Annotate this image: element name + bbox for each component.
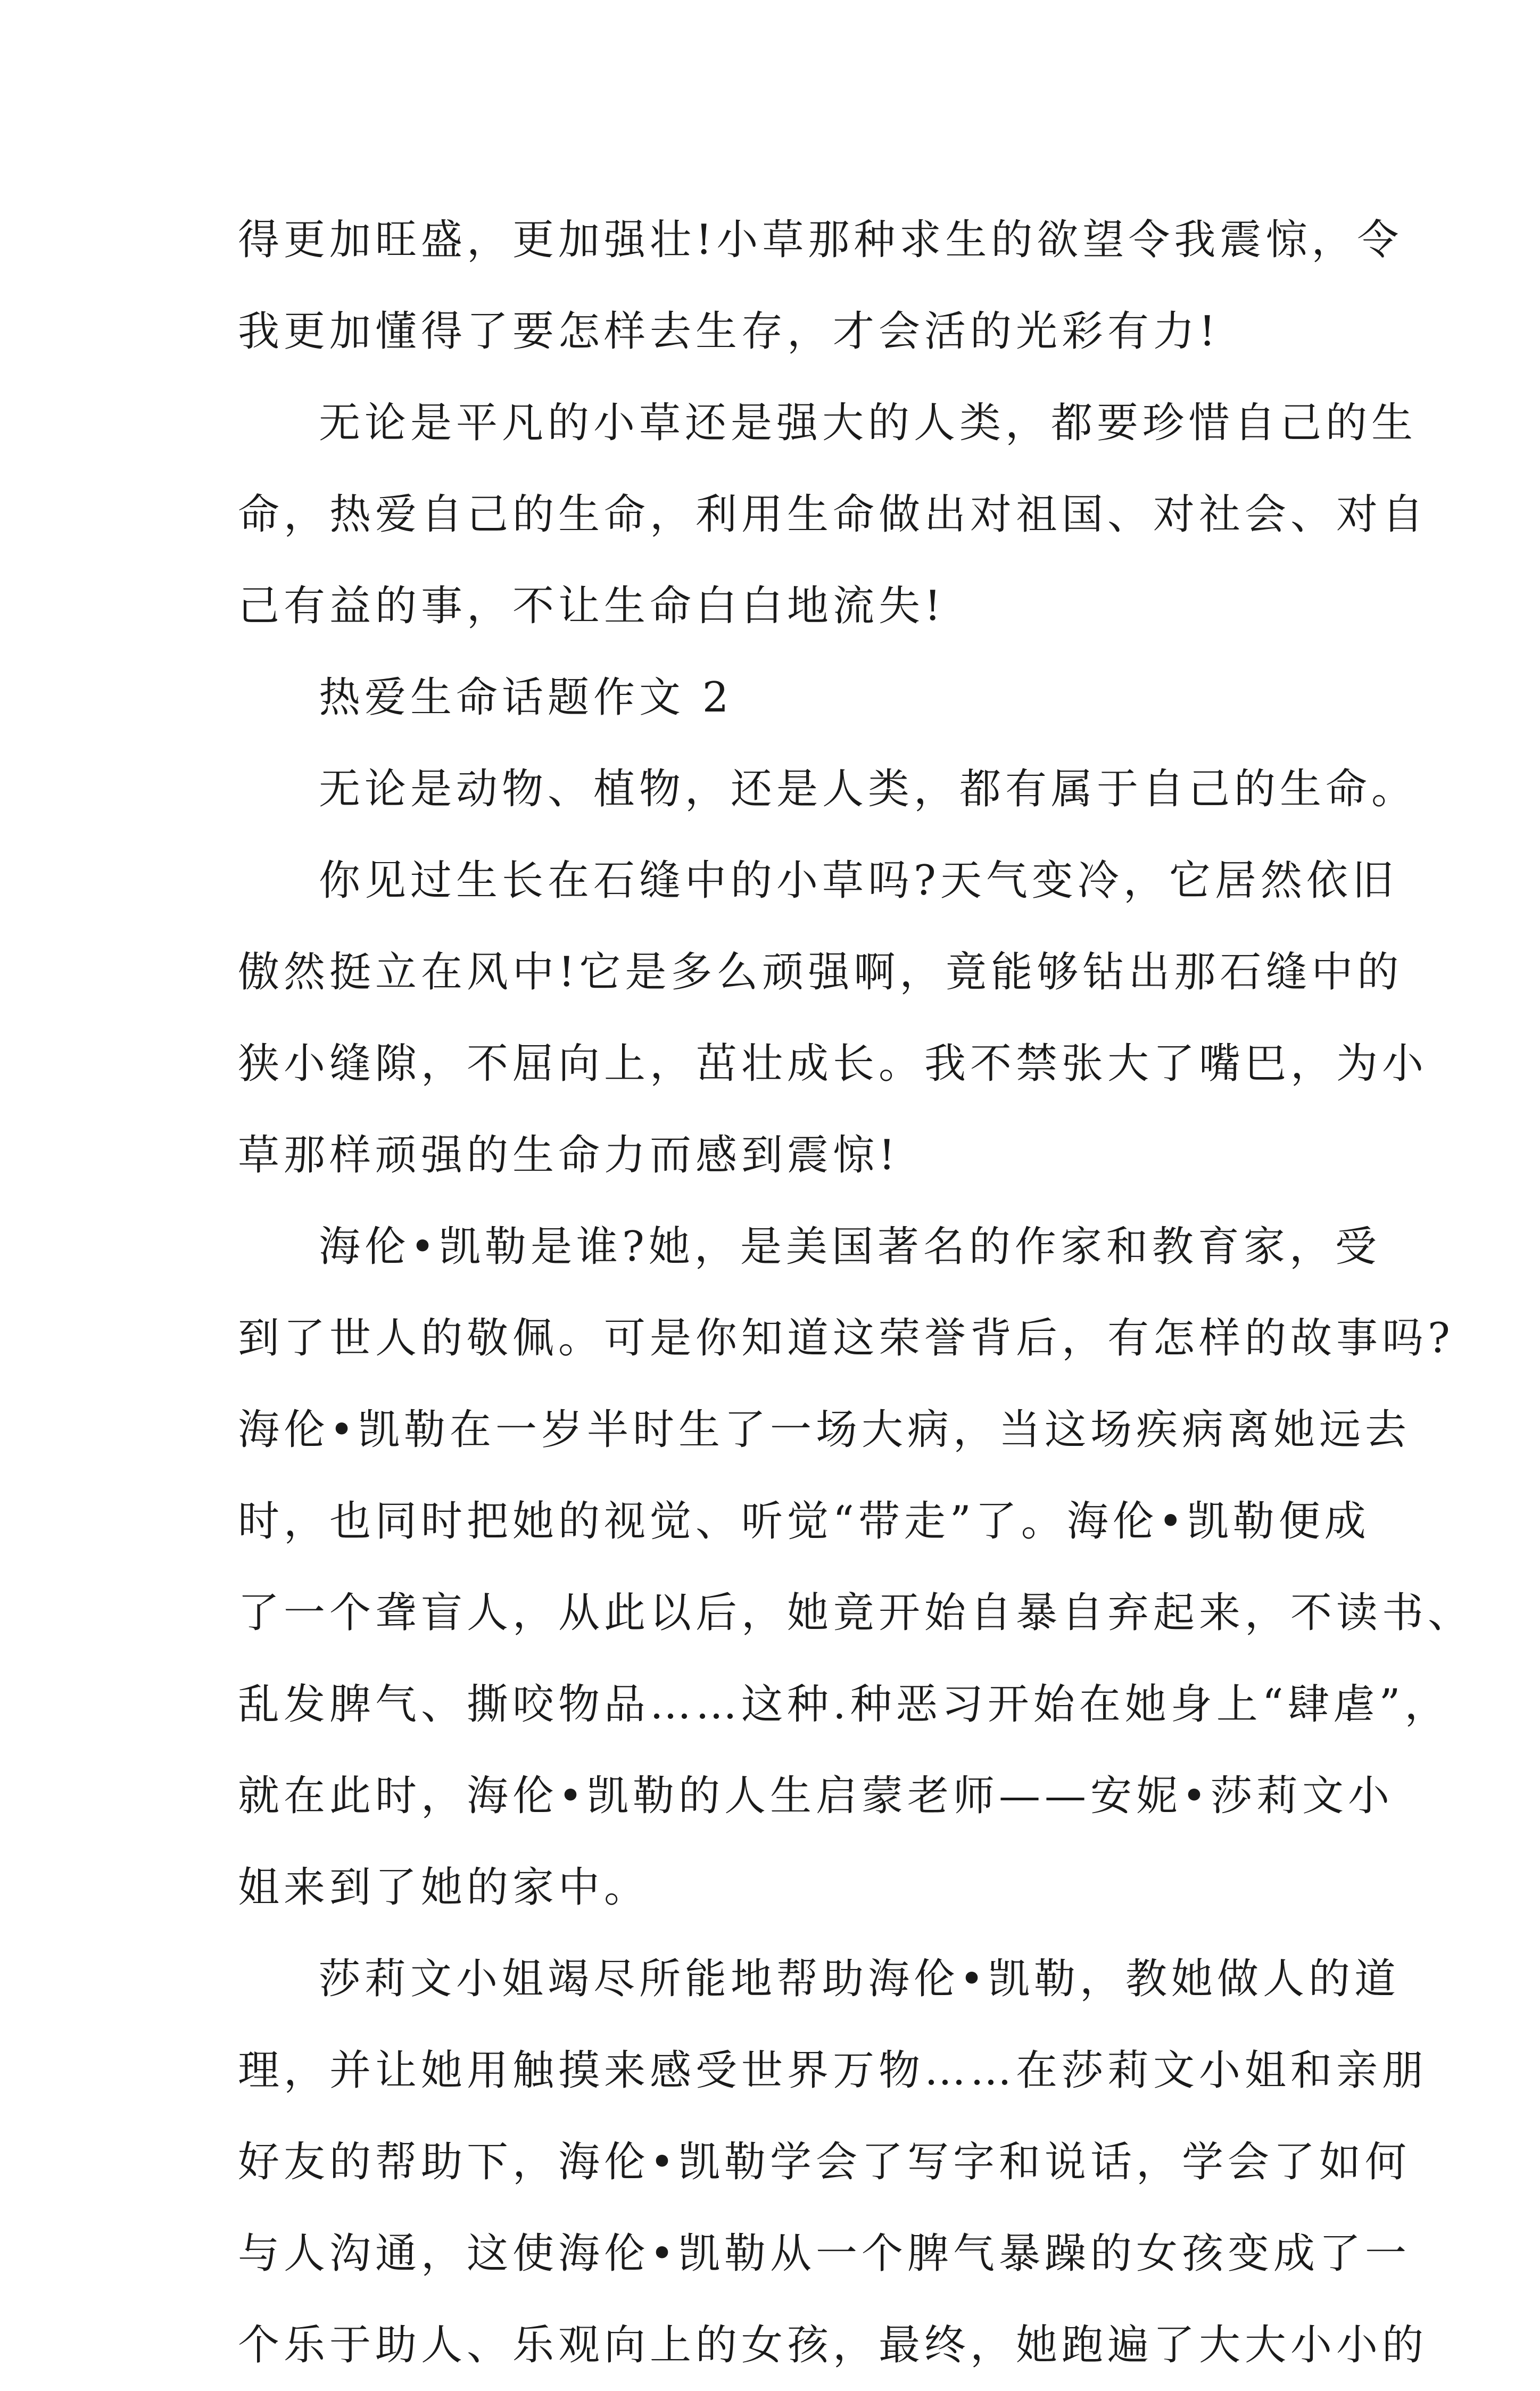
text-line: 就在此时，海伦•凯勒的人生启蒙老师——安妮•莎莉文小 [238, 1772, 1394, 1820]
text-line: 乱发脾气、撕咬物品……这种.种恶习开始在她身上“肆虐”， [238, 1681, 1451, 1728]
text-line: 得更加旺盛，更加强壮!小草那种求生的欲望令我震惊，令 [238, 216, 1403, 264]
section-heading: 热爱生命话题作文 2 [319, 674, 733, 722]
text-line: 命，热爱自己的生命，利用生命做出对祖国、对社会、对自 [238, 491, 1428, 539]
text-line: 海伦•凯勒是谁?她，是美国著名的作家和教育家，受 [319, 1223, 1381, 1271]
text-line: 无论是动物、植物，还是人类，都有属于自己的生命。 [319, 765, 1418, 813]
text-line: 狭小缝隙，不屈向上，茁壮成长。我不禁张大了嘴巴，为小 [238, 1040, 1428, 1088]
text-line: 草那样顽强的生命力而感到震惊! [238, 1131, 900, 1179]
text-line: 理，并让她用触摸来感受世界万物……在莎莉文小姐和亲朋 [238, 2047, 1428, 2095]
text-line: 好友的帮助下，海伦•凯勒学会了写字和说话，学会了如何 [238, 2138, 1411, 2186]
text-line: 与人沟通，这使海伦•凯勒从一个脾气暴躁的女孩变成了一 [238, 2230, 1411, 2278]
text-line: 到了世人的敬佩。可是你知道这荣誉背后，有怎样的故事吗? [238, 1314, 1454, 1362]
text-line: 姐来到了她的家中。 [238, 1864, 650, 1912]
text-line: 海伦•凯勒在一岁半时生了一场大病，当这场疾病离她远去 [238, 1406, 1411, 1454]
text-line: 时，也同时把她的视觉、听觉“带走”了。海伦•凯勒便成 [238, 1498, 1370, 1545]
text-line: 你见过生长在石缝中的小草吗?天气变冷，它居然依旧 [319, 857, 1398, 905]
text-line: 个乐于助人、乐观向上的女孩，最终，她跑遍了大大小小的 [238, 2321, 1428, 2369]
text-line: 了一个聋盲人，从此以后，她竟开始自暴自弃起来，不读书、 [238, 1589, 1474, 1637]
document-body [238, 194, 1474, 2391]
text-line: 己有益的事，不让生命白白地流失! [238, 582, 946, 630]
text-line: 莎莉文小姐竭尽所能地帮助海伦•凯勒，教她做人的道 [319, 1955, 1401, 2003]
text-line: 我更加懂得了要怎样去生存，才会活的光彩有力! [238, 308, 1220, 355]
text-line: 傲然挺立在风中!它是多么顽强啊，竟能够钻出那石缝中的 [238, 948, 1403, 996]
text-line: 无论是平凡的小草还是强大的人类，都要珍惜自己的生 [319, 399, 1418, 447]
